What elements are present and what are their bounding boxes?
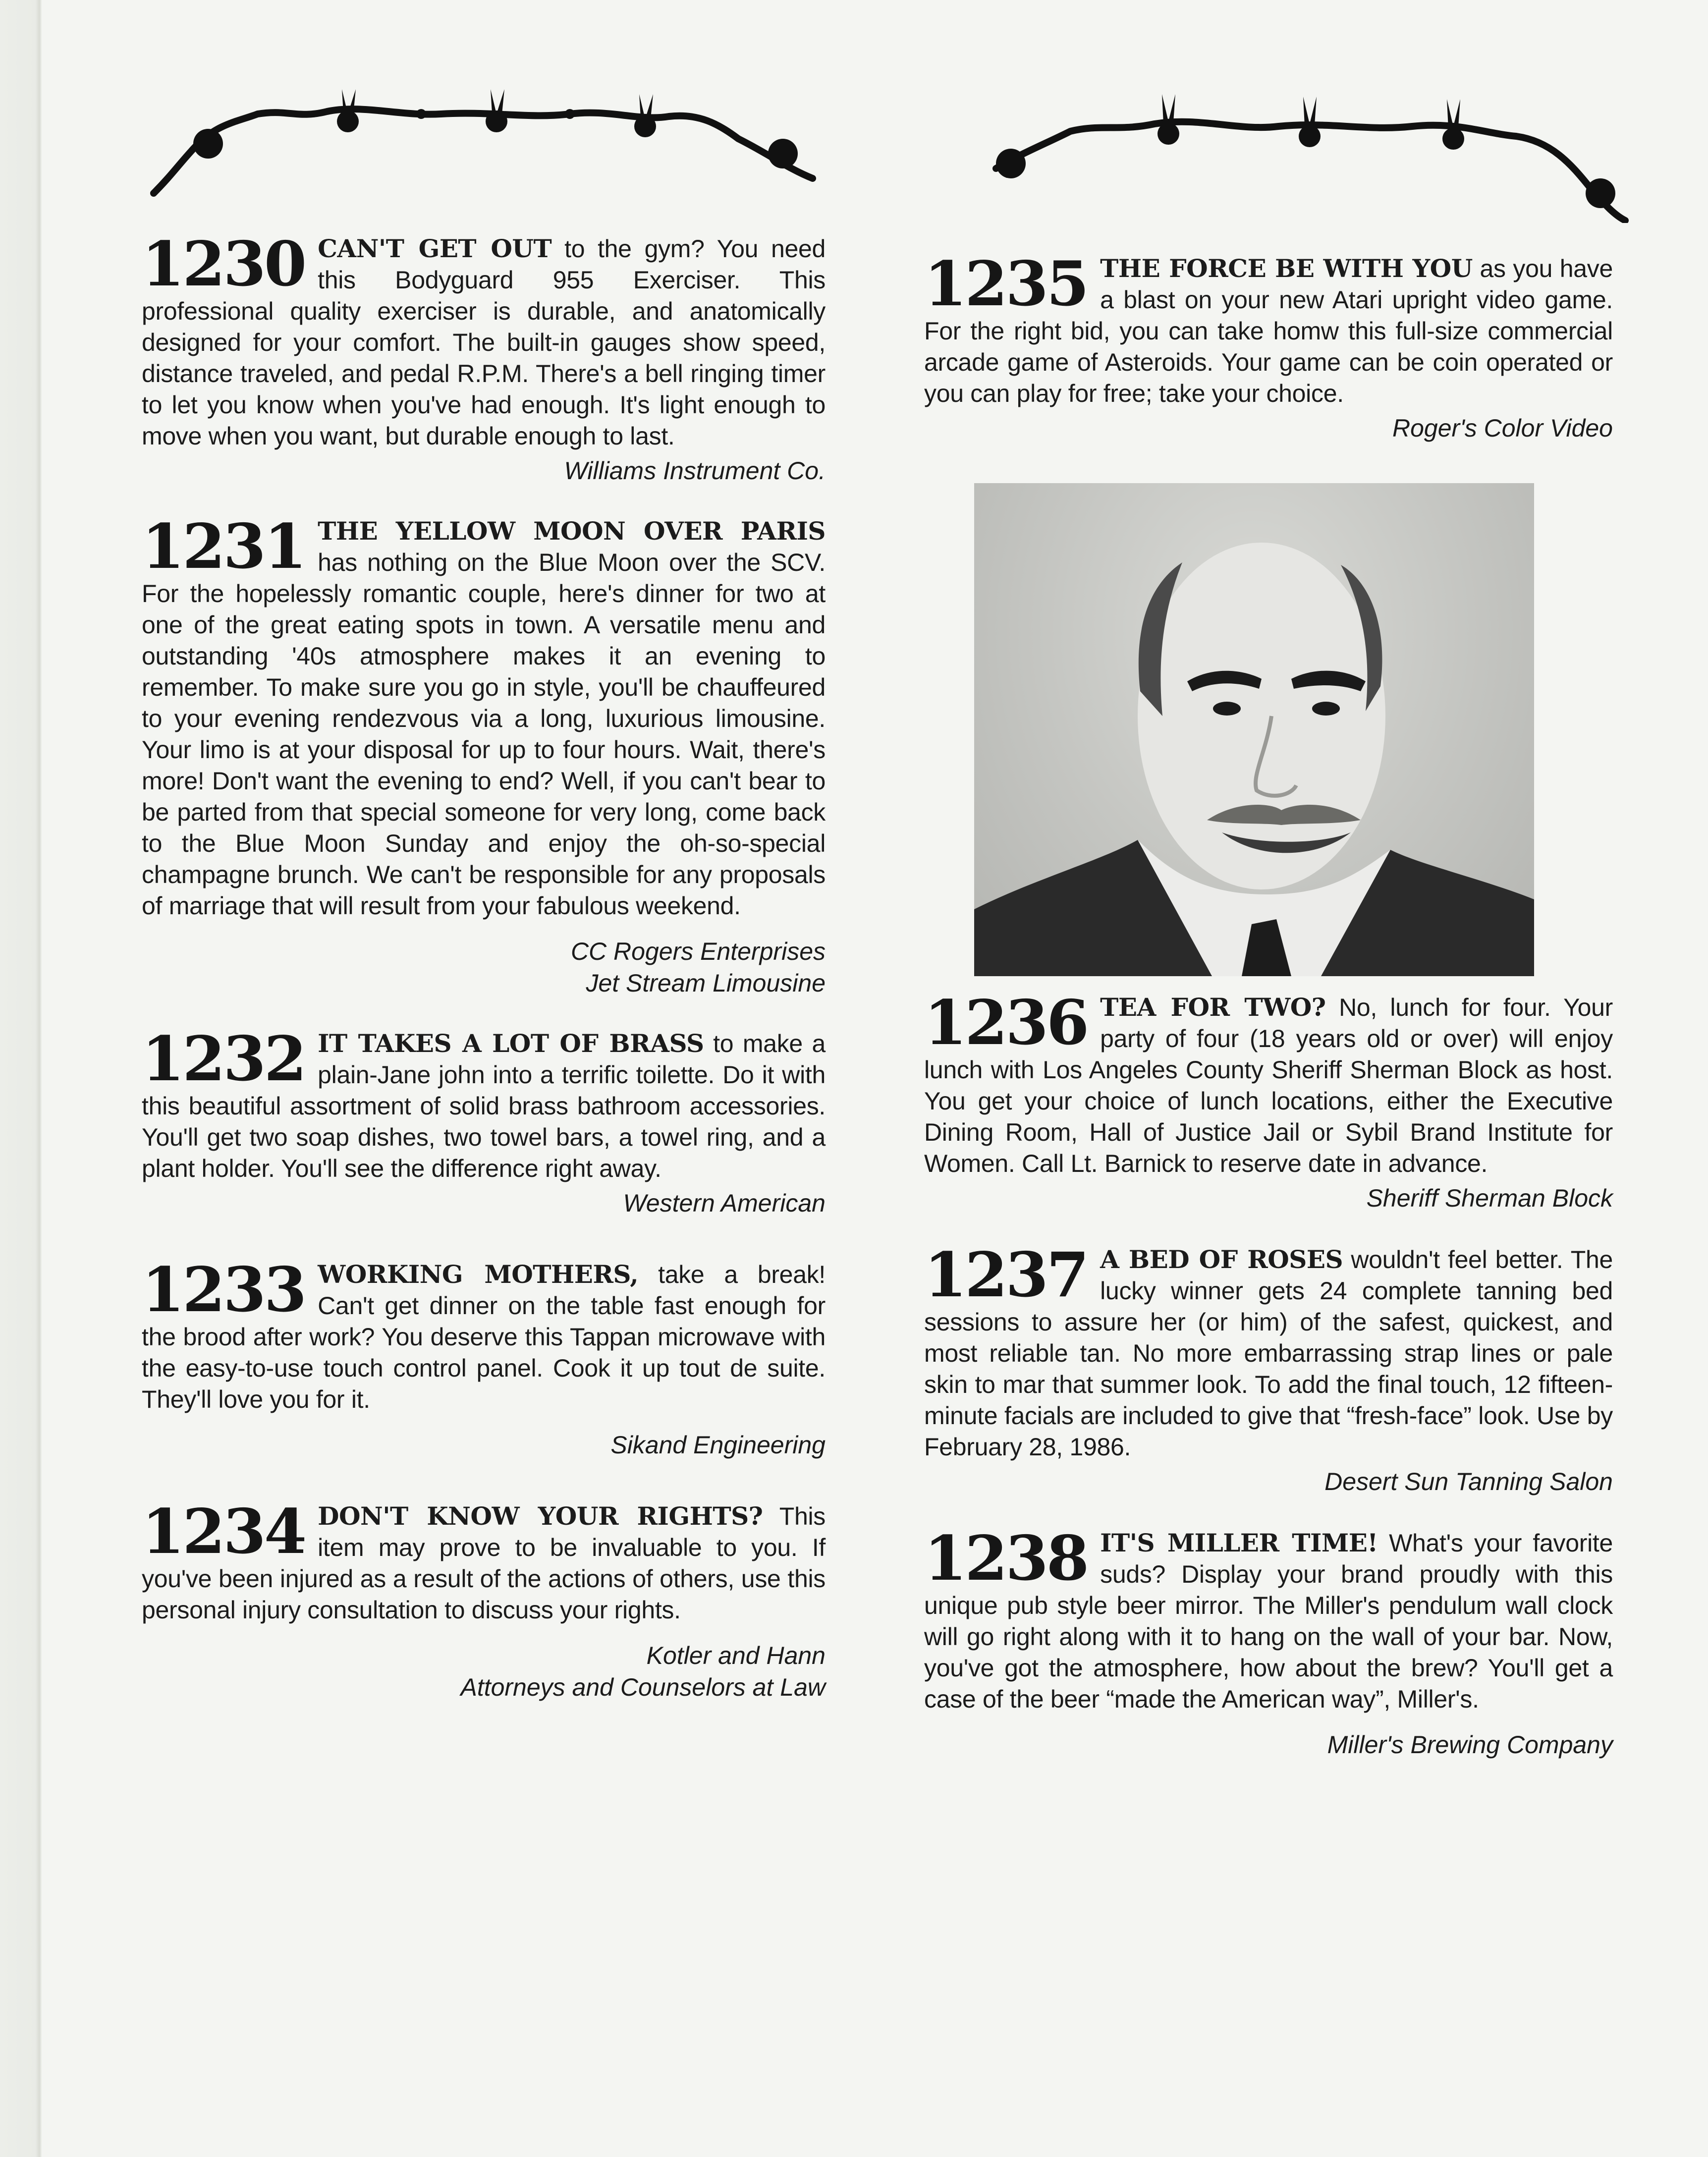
item-number: 1232: [142, 1023, 305, 1095]
portrait-image: [974, 483, 1534, 976]
item-donor: Sheriff Sherman Block: [1366, 1184, 1613, 1212]
item-headline: TEA FOR TWO?: [1100, 993, 1326, 1022]
item-number: 1237: [924, 1239, 1088, 1311]
auction-item-1230: [142, 228, 826, 487]
auction-item-1234: [142, 1496, 826, 1703]
item-description: No, lunch for four. Your party of four (18 years old or over) will enjoy lunch with Los Angeles County Sheriff Sherman Block as host. You get your choice of lunch locations, either the Executive Dining Room, Hall of Justice Jail or Sybil Brand Institute for Women. Call Lt. Barnick to reserve date in advance.: [924, 994, 1613, 1177]
auction-item-1233: [142, 1254, 826, 1461]
scroll-ornament-left: [144, 74, 827, 198]
portrait-photo: [974, 483, 1534, 976]
item-headline: THE FORCE BE WITH YOU: [1100, 254, 1473, 283]
item-description: take a break! Can't get dinner on the table fast enough for the brood after work? You deserve this Tappan microwave with the easy-to-use touch control panel. Cook it up tout de suite. They'll love you for it.: [142, 1261, 826, 1413]
scroll-ornament-right: [991, 84, 1635, 223]
item-donor: Williams Instrument Co.: [564, 457, 826, 485]
item-headline: A BED OF ROSES: [1100, 1245, 1343, 1274]
item-number: 1236: [924, 987, 1088, 1059]
item-number: 1231: [142, 511, 305, 583]
item-description: wouldn't feel better. The lucky winner gets 24 complete tanning bed sessions to assure her (or him) of the safest, quickest, and most reliable tan. No more embarrassing strap lines or pale skin to mar that summer look. To add the final touch, 12 fifteen-minute facials are included to give that “fresh-face” look. Use by February 28, 1986.: [924, 1246, 1613, 1461]
item-headline: DON'T KNOW YOUR RIGHTS?: [318, 1501, 763, 1531]
auction-item-1236: [924, 987, 1613, 1214]
item-headline: IT TAKES A LOT OF BRASS: [318, 1029, 704, 1058]
item-donor: Kotler and Hann: [646, 1642, 826, 1669]
auction-item-1237: [924, 1239, 1613, 1497]
page-binding-gutter: [0, 0, 42, 2157]
item-donor: Sikand Engineering: [610, 1431, 826, 1459]
item-description: What's your favorite suds? Display your brand proudly with this unique pub style beer mirror. The Miller's pendulum wall clock will go right along with it to hang on the wall of your bar. Now, you've got the atmosphere, how about the brew? You'll get a case of the beer “made the American way”, Miller's.: [924, 1529, 1613, 1713]
item-description: This item may prove to be invaluable to you. If you've been injured as a result of the actions of others, use this personal injury consultation to discuss your rights.: [142, 1502, 826, 1624]
item-donor: Attorneys and Counselors at Law: [460, 1673, 826, 1701]
item-donor: CC Rogers Enterprises: [570, 938, 826, 965]
item-number: 1233: [142, 1254, 305, 1326]
item-number: 1230: [142, 228, 305, 300]
item-donor: Miller's Brewing Company: [1327, 1731, 1613, 1759]
auction-item-1235: [924, 248, 1613, 444]
left-column: [142, 228, 826, 1703]
item-number: 1238: [924, 1523, 1088, 1595]
auction-item-1238: [924, 1523, 1613, 1761]
scroll-ornament-right-icon: [991, 84, 1635, 223]
item-donor: Western American: [623, 1189, 826, 1217]
auction-item-1231: [142, 511, 826, 999]
auction-item-1232: [142, 1023, 826, 1219]
item-headline: THE YELLOW MOON OVER PARIS: [318, 516, 826, 546]
item-description: to make a plain-Jane john into a terrific toilette. Do it with this beautiful assortment of solid brass bathroom accessories. You'll get two soap dishes, two towel bars, a towel ring, and a plant holder. You'll see the difference right away.: [142, 1030, 826, 1182]
item-description: has nothing on the Blue Moon over the SCV. For the hopelessly romantic couple, here's dinner for two at one of the great eating spots in town. A versatile menu and outstanding '40s atmosphere makes it an evening to remember. To make sure you go in style, you'll be chauffeured to your evening rendezvous via a long, luxurious limousine. Your limo is at your disposal for up to four hours. Wait, there's more! Don't want the evening to end? Well, if you can't bear to be parted from that special someone for very long, come back to the Blue Moon Sunday and enjoy the oh-so-special champagne brunch. We can't be responsible for any proposals of marriage that will result from your fabulous weekend.: [142, 549, 826, 920]
item-number: 1235: [924, 248, 1088, 320]
item-donor: Roger's Color Video: [1392, 414, 1613, 442]
item-donor: Jet Stream Limousine: [586, 969, 826, 997]
item-number: 1234: [142, 1496, 305, 1568]
item-headline: CAN'T GET OUT: [318, 234, 552, 263]
item-description: to the gym? You need this Bodyguard 955 Exerciser. This professional quality exerciser is durable, and anatomically designed for your comfort. The built-in gauges show speed, distance traveled, and pedal R.P.M. There's a bell ringing timer to let you know when you've had enough. It's light enough to move when you want, but durable enough to last.: [142, 235, 826, 450]
item-headline: IT'S MILLER TIME!: [1100, 1528, 1378, 1557]
item-description: as you have a blast on your new Atari upright video game. For the right bid, you can take homw this full-size commercial arcade game of Asteroids. Your game can be coin operated or you can play for free; take your choice.: [924, 255, 1613, 407]
item-headline: WORKING MOTHERS,: [318, 1260, 639, 1289]
item-donor: Desert Sun Tanning Salon: [1324, 1468, 1613, 1495]
right-column: [924, 248, 1613, 1761]
scroll-ornament-left-icon: [144, 74, 827, 198]
